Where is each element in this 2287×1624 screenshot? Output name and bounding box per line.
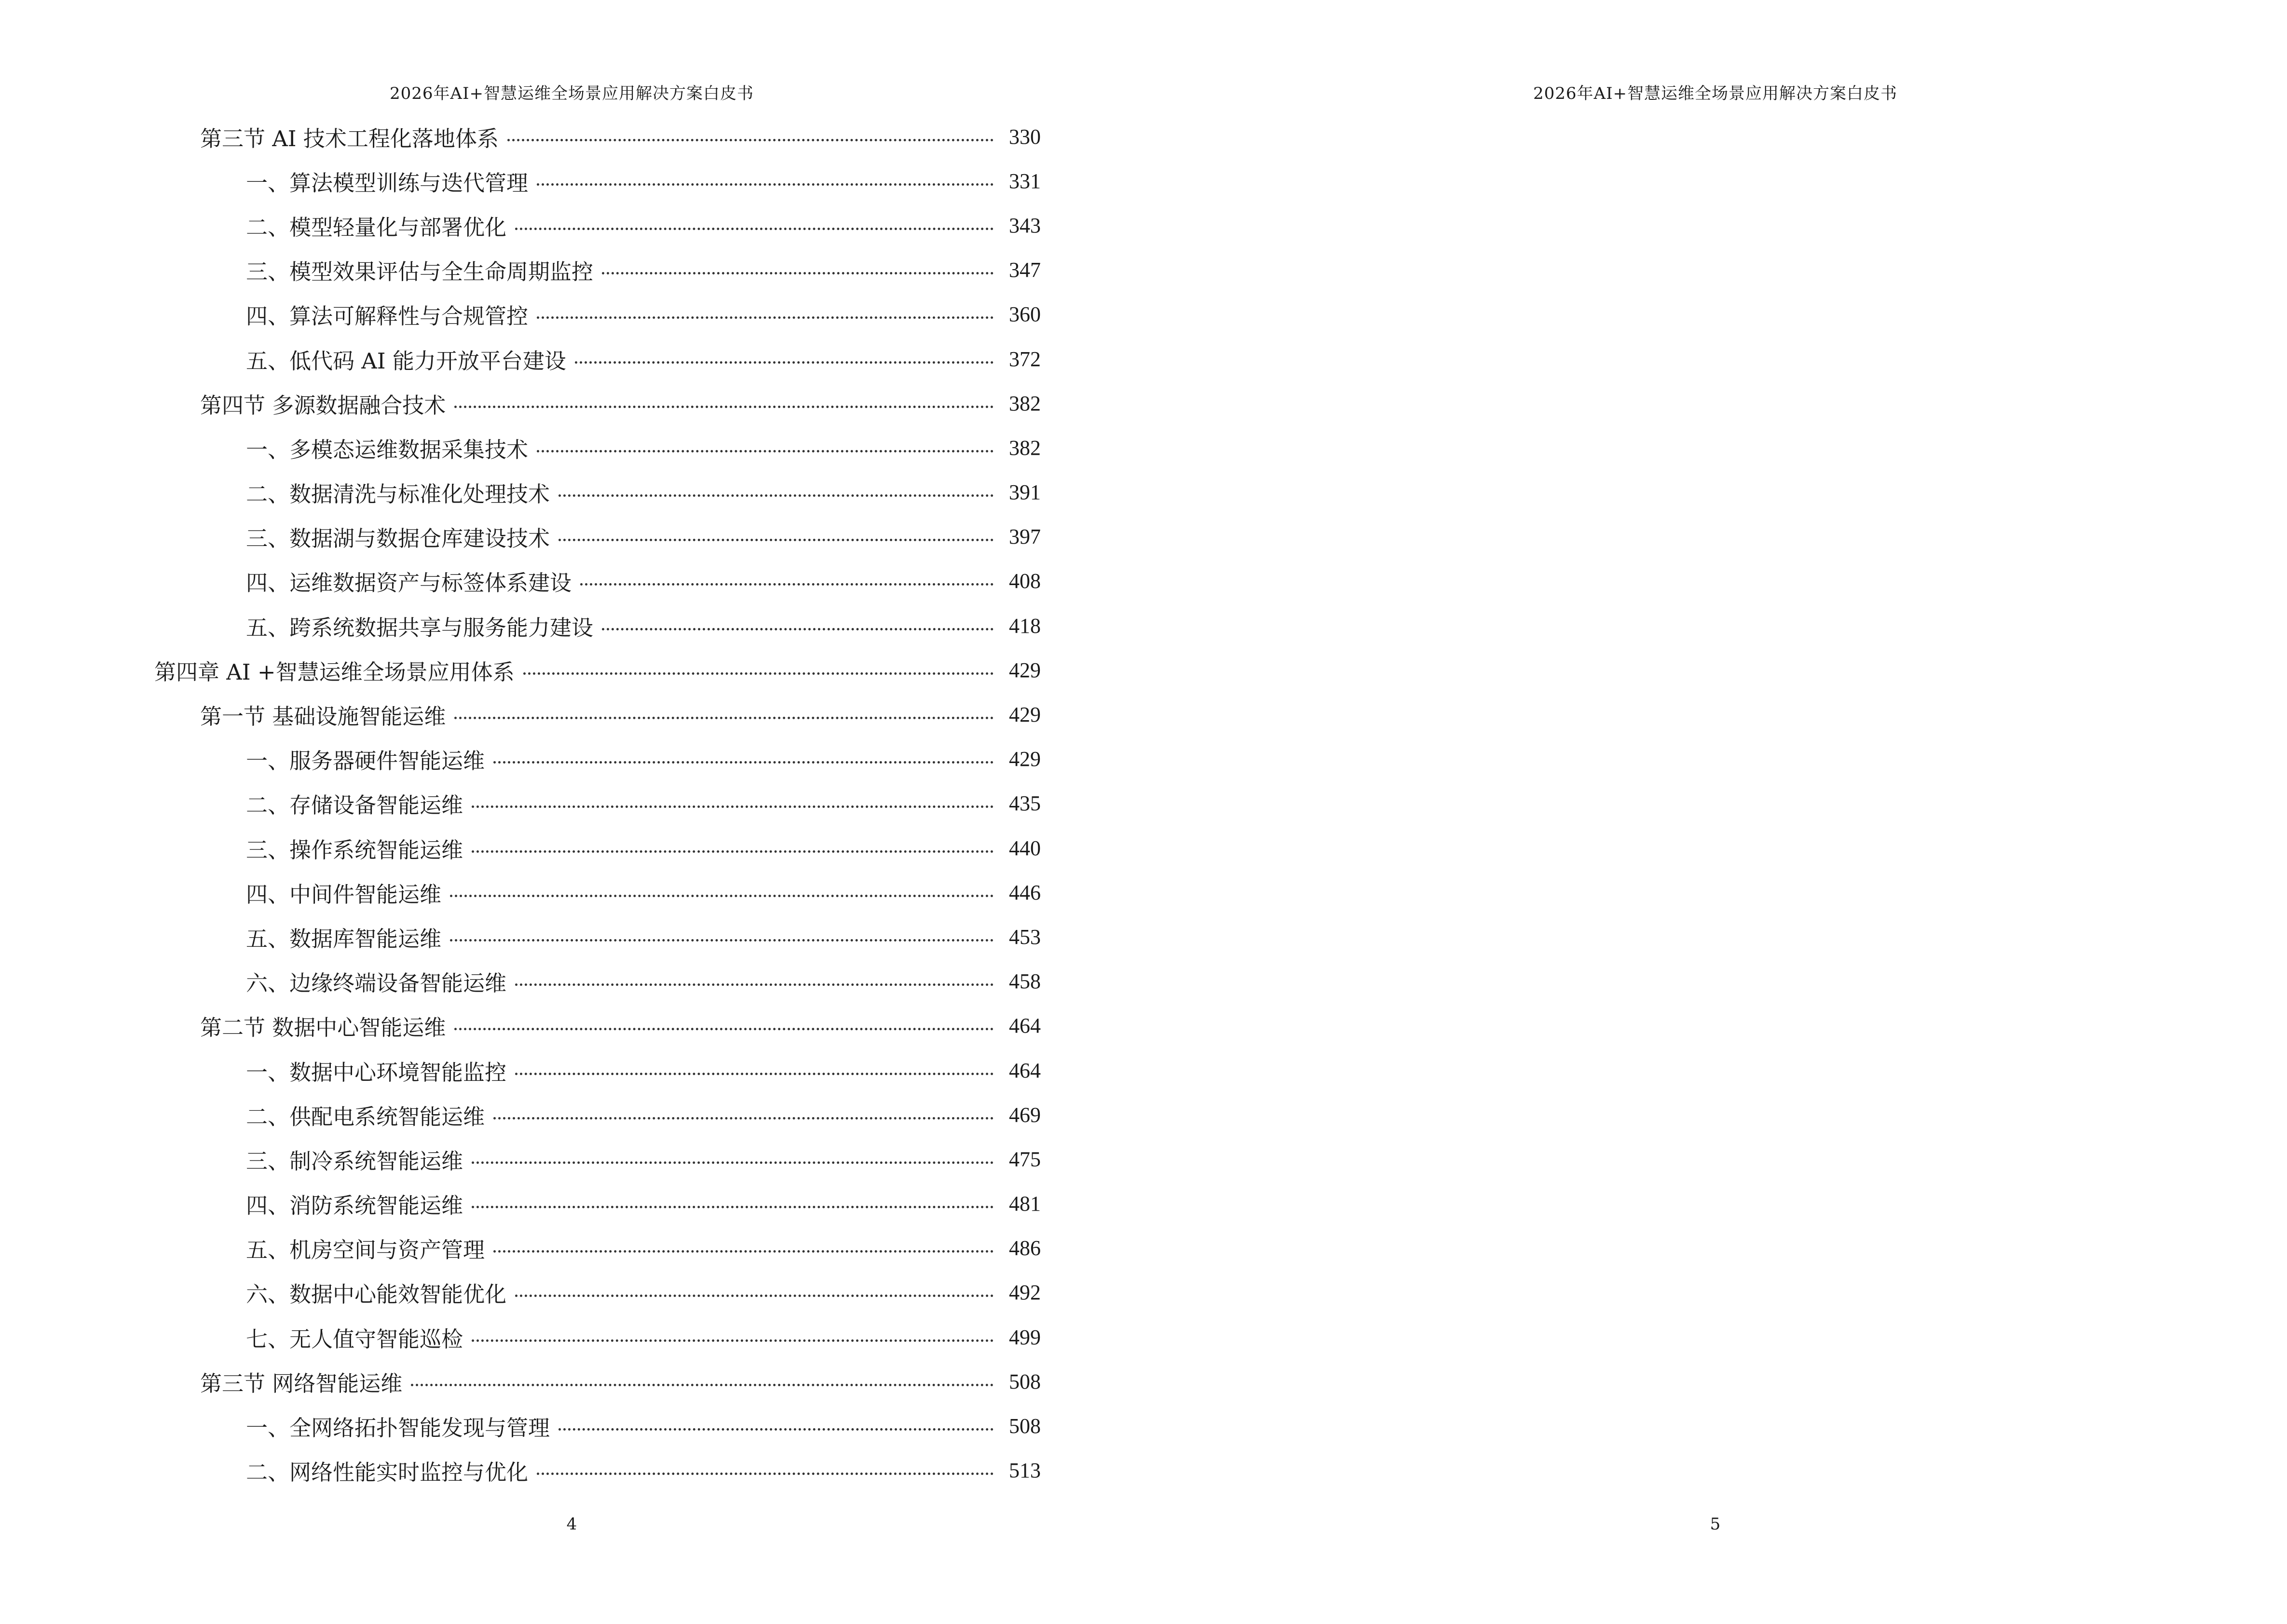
toc-entry-page: 475 bbox=[1009, 1147, 1041, 1171]
dot-leader bbox=[454, 717, 994, 719]
toc-entry-page: 372 bbox=[1009, 347, 1041, 371]
dot-leader bbox=[472, 850, 994, 853]
toc-entry-page: 481 bbox=[1009, 1192, 1041, 1216]
page-number-left: 4 bbox=[566, 1515, 577, 1534]
toc-entry-title: 一、多模态运维数据采集技术 bbox=[246, 432, 535, 464]
toc-entry-title: 第四节 多源数据融合技术 bbox=[200, 388, 452, 419]
toc-entry[interactable] bbox=[154, 1137, 1041, 1181]
toc-entry-title: 四、中间件智能运维 bbox=[246, 877, 448, 908]
toc-entry-page: 499 bbox=[1009, 1325, 1041, 1349]
dot-leader bbox=[575, 361, 994, 364]
toc-entry-title: 三、制冷系统智能运维 bbox=[246, 1144, 470, 1175]
toc-entry-page: 418 bbox=[1009, 614, 1041, 638]
toc-entry[interactable] bbox=[154, 1048, 1041, 1092]
toc-entry-title: 五、机房空间与资产管理 bbox=[246, 1232, 491, 1264]
toc-entry[interactable] bbox=[154, 603, 1041, 648]
right-page bbox=[1144, 0, 2287, 1624]
toc-entry-page: 464 bbox=[1009, 1014, 1041, 1038]
toc-entry[interactable] bbox=[154, 292, 1041, 337]
toc-entry-title: 二、模型轻量化与部署优化 bbox=[246, 210, 513, 241]
toc-entry[interactable] bbox=[154, 1404, 1041, 1448]
toc-entry-page: 429 bbox=[1009, 747, 1041, 771]
toc-entry-page: 492 bbox=[1009, 1281, 1041, 1305]
toc-entry[interactable] bbox=[154, 914, 1041, 959]
toc-entry-page: 382 bbox=[1009, 436, 1041, 460]
toc-entry-page: 446 bbox=[1009, 880, 1041, 904]
toc-entry[interactable] bbox=[154, 826, 1041, 870]
toc-entry-title: 一、数据中心环境智能监控 bbox=[246, 1055, 513, 1086]
toc-entry-page: 391 bbox=[1009, 480, 1041, 505]
toc-entry-page: 486 bbox=[1009, 1236, 1041, 1260]
toc-entry-page: 458 bbox=[1009, 969, 1041, 994]
toc-entry-page: 360 bbox=[1009, 302, 1041, 327]
toc-entry[interactable] bbox=[154, 203, 1041, 247]
toc-entry-page: 397 bbox=[1009, 525, 1041, 549]
dot-leader bbox=[537, 450, 994, 452]
toc-entry-page: 508 bbox=[1009, 1414, 1041, 1438]
toc-entry-page: 382 bbox=[1009, 391, 1041, 415]
toc-entry-title: 第一节 基础设施智能运维 bbox=[200, 699, 452, 730]
toc-entry[interactable] bbox=[154, 648, 1041, 692]
toc-entry-title: 第三节 AI 技术工程化落地体系 bbox=[200, 121, 505, 152]
dot-leader bbox=[523, 672, 994, 675]
dot-leader bbox=[472, 1339, 994, 1342]
toc-entry-title: 一、算法模型训练与迭代管理 bbox=[246, 165, 535, 197]
toc-entry[interactable] bbox=[154, 1182, 1041, 1226]
toc-list-left bbox=[154, 114, 1041, 1493]
dot-leader bbox=[411, 1384, 994, 1386]
toc-entry-title: 一、服务器硬件智能运维 bbox=[246, 743, 491, 775]
toc-entry[interactable] bbox=[154, 692, 1041, 737]
toc-entry-page: 464 bbox=[1009, 1058, 1041, 1082]
toc-entry-page: 513 bbox=[1009, 1459, 1041, 1483]
toc-entry-title: 六、边缘终端设备智能运维 bbox=[246, 966, 513, 997]
toc-entry[interactable] bbox=[154, 1092, 1041, 1137]
toc-entry[interactable] bbox=[154, 959, 1041, 1004]
toc-entry[interactable] bbox=[154, 559, 1041, 603]
toc-entry[interactable] bbox=[154, 248, 1041, 292]
dot-leader bbox=[602, 628, 994, 630]
toc-entry-page: 331 bbox=[1009, 169, 1041, 193]
toc-entry[interactable] bbox=[154, 1270, 1041, 1315]
toc-entry[interactable] bbox=[154, 515, 1041, 559]
toc-entry[interactable] bbox=[154, 781, 1041, 826]
toc-entry-title: 一、全网络拓扑智能发现与管理 bbox=[246, 1410, 557, 1442]
toc-entry[interactable] bbox=[154, 1448, 1041, 1493]
dot-leader bbox=[472, 1206, 994, 1208]
toc-entry-page: 508 bbox=[1009, 1369, 1041, 1393]
toc-entry-title: 五、数据库智能运维 bbox=[246, 921, 448, 953]
dot-leader bbox=[537, 316, 994, 319]
toc-entry[interactable] bbox=[154, 1315, 1041, 1359]
dot-leader bbox=[537, 183, 994, 186]
dot-leader bbox=[507, 139, 994, 141]
dot-leader bbox=[515, 228, 994, 230]
toc-entry-title: 六、数据中心能效智能优化 bbox=[246, 1277, 513, 1308]
toc-entry-title: 四、消防系统智能运维 bbox=[246, 1188, 470, 1219]
toc-entry-title: 三、数据湖与数据仓库建设技术 bbox=[246, 521, 557, 552]
dot-leader bbox=[472, 805, 994, 808]
toc-entry-page: 435 bbox=[1009, 792, 1041, 816]
toc-entry-title: 三、操作系统智能运维 bbox=[246, 832, 470, 864]
dot-leader bbox=[493, 1117, 994, 1119]
dot-leader bbox=[450, 939, 994, 942]
toc-entry-title: 二、网络性能实时监控与优化 bbox=[246, 1455, 535, 1486]
toc-entry[interactable] bbox=[154, 381, 1041, 425]
toc-entry-page: 347 bbox=[1009, 258, 1041, 282]
toc-entry-title: 二、数据清洗与标准化处理技术 bbox=[246, 477, 557, 508]
dot-leader bbox=[537, 1473, 994, 1475]
toc-entry-page: 469 bbox=[1009, 1103, 1041, 1127]
running-header-left: 2026年AI+智慧运维全场景应用解决方案白皮书 bbox=[390, 84, 754, 103]
dot-leader bbox=[454, 1028, 994, 1030]
dot-leader bbox=[450, 895, 994, 897]
toc-entry-page: 330 bbox=[1009, 124, 1041, 149]
toc-entry[interactable] bbox=[154, 114, 1041, 159]
toc-entry-page: 453 bbox=[1009, 925, 1041, 949]
dot-leader bbox=[493, 1250, 994, 1253]
dot-leader bbox=[472, 1161, 994, 1164]
toc-entry[interactable] bbox=[154, 1359, 1041, 1404]
toc-entry[interactable] bbox=[154, 737, 1041, 781]
toc-entry-page: 343 bbox=[1009, 213, 1041, 237]
toc-entry[interactable] bbox=[154, 159, 1041, 203]
toc-entry-title: 二、供配电系统智能运维 bbox=[246, 1099, 491, 1131]
toc-entry[interactable] bbox=[154, 1004, 1041, 1048]
toc-entry-title: 四、运维数据资产与标签体系建设 bbox=[246, 565, 578, 597]
toc-entry-page: 408 bbox=[1009, 569, 1041, 593]
toc-entry[interactable] bbox=[154, 470, 1041, 515]
dot-leader bbox=[454, 406, 994, 408]
dot-leader bbox=[580, 583, 994, 586]
page-number-right: 5 bbox=[1710, 1515, 1721, 1534]
toc-entry-title: 四、算法可解释性与合规管控 bbox=[246, 299, 535, 330]
toc-entry-page: 429 bbox=[1009, 703, 1041, 727]
toc-entry-title: 第二节 数据中心智能运维 bbox=[200, 1010, 452, 1041]
toc-entry[interactable] bbox=[154, 870, 1041, 914]
toc-entry-title: 三、模型效果评估与全生命周期监控 bbox=[246, 254, 600, 286]
dot-leader bbox=[558, 539, 994, 541]
running-header-right: 2026年AI+智慧运维全场景应用解决方案白皮书 bbox=[1533, 84, 1897, 103]
toc-entry-title: 第三节 网络智能运维 bbox=[200, 1366, 409, 1397]
dot-leader bbox=[515, 1295, 994, 1297]
dot-leader bbox=[515, 1073, 994, 1075]
toc-entry-title: 五、低代码 AI 能力开放平台建设 bbox=[246, 343, 573, 375]
dot-leader bbox=[558, 1428, 994, 1431]
toc-entry-page: 429 bbox=[1009, 658, 1041, 682]
toc-entry[interactable] bbox=[154, 337, 1041, 381]
dot-leader bbox=[602, 272, 994, 274]
toc-entry-title: 五、跨系统数据共享与服务能力建设 bbox=[246, 610, 600, 641]
toc-entry[interactable] bbox=[154, 1226, 1041, 1270]
toc-entry-title: 第四章 AI +智慧运维全场景应用体系 bbox=[154, 655, 521, 686]
dot-leader bbox=[558, 494, 994, 497]
dot-leader bbox=[493, 761, 994, 764]
dot-leader bbox=[515, 983, 994, 986]
toc-entry[interactable] bbox=[154, 425, 1041, 470]
toc-entry-title: 七、无人值守智能巡检 bbox=[246, 1322, 470, 1353]
toc-entry-page: 440 bbox=[1009, 836, 1041, 860]
toc-entry-title: 二、存储设备智能运维 bbox=[246, 788, 470, 819]
